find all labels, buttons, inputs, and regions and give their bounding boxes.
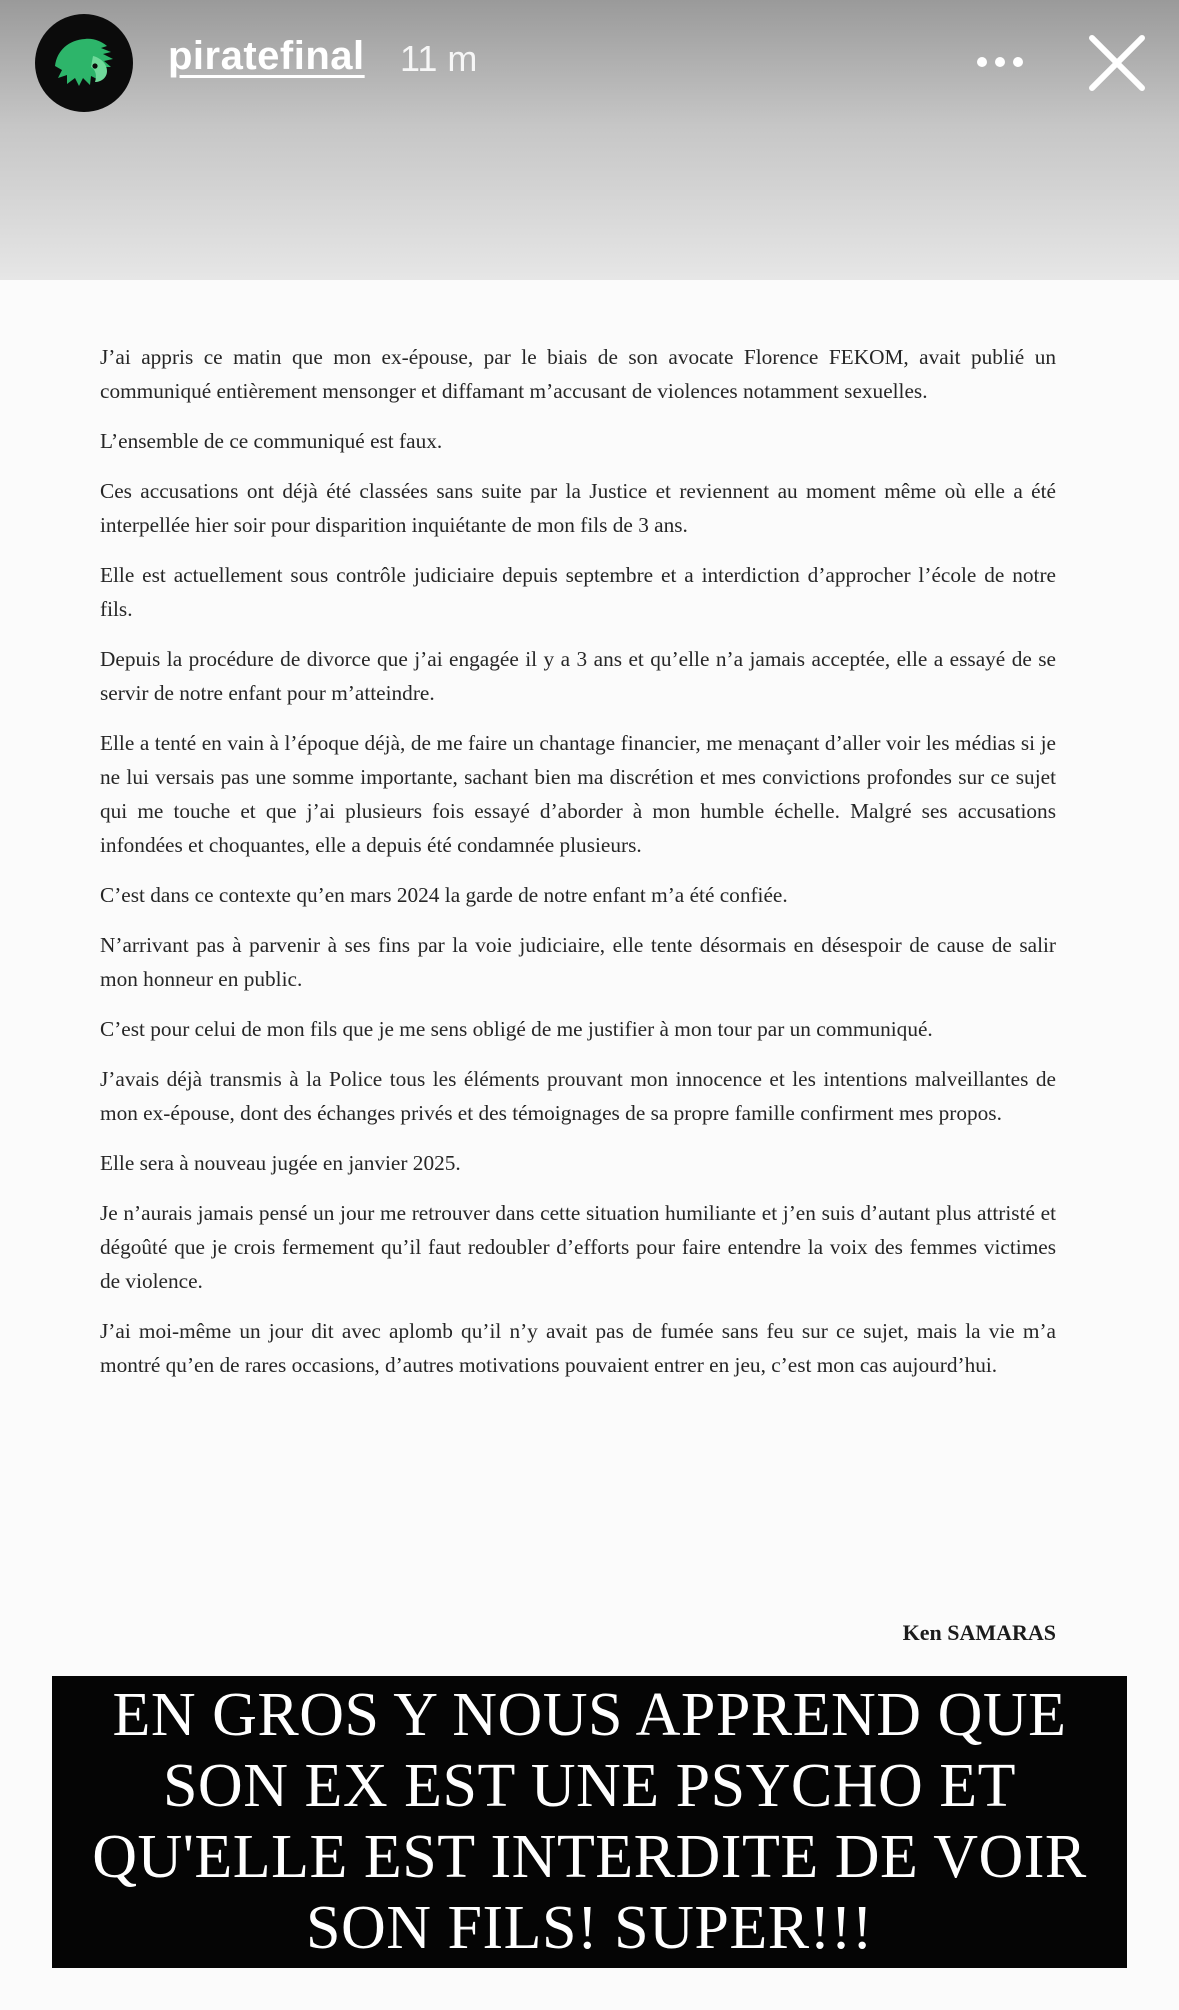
statement-paragraph: Ces accusations ont déjà été classées sans suite par la Justice et reviennent au moment même où elle a été interpellée hier soir pour disparition inquiétante de mon fils de 3 ans.: [100, 479, 1056, 537]
caption-text: EN GROS Y NOUS APPREND QUE SON EX EST UNE PSYCHO ET QU'ELLE EST INTERDITE DE VOIR SON FILS! SUPER!!!: [92, 1681, 1087, 1962]
close-icon: [1082, 28, 1152, 98]
more-dots-icon: [1013, 57, 1023, 67]
statement-paragraph: L’ensemble de ce communiqué est faux.: [100, 429, 443, 453]
statement-paragraph: Je n’aurais jamais pensé un jour me retrouver dans cette situation humiliante et j’en suis d’autant plus attristé et dégoûté que je crois fermement qu’il faut redoubler d’efforts pour faire entendre la voix des femmes victimes de violence.: [100, 1201, 1056, 1293]
statement-paragraph: Elle est actuellement sous contrôle judiciaire depuis septembre et a interdiction d’approcher l’école de notre fils.: [100, 563, 1056, 621]
avatar[interactable]: [35, 14, 133, 112]
statement-paragraph: N’arrivant pas à parvenir à ses fins par la voie judiciaire, elle tente désormais en désespoir de cause de salir mon honneur en public.: [100, 933, 1056, 991]
more-dots-icon: [977, 57, 987, 67]
close-button[interactable]: [1082, 28, 1152, 98]
statement-paragraph: J’avais déjà transmis à la Police tous les éléments prouvant mon innocence et les intentions malveillantes de mon ex-épouse, dont des échanges privés et des témoignages de sa propre famille confirment mes propos.: [100, 1067, 1056, 1125]
signature: Ken SAMARAS: [902, 1620, 1056, 1645]
statement-body: [100, 340, 1056, 1398]
more-dots-icon: [995, 57, 1005, 67]
statement-paragraph: C’est dans ce contexte qu’en mars 2024 la garde de notre enfant m’a été confiée.: [100, 883, 788, 907]
green-lion-head-icon: [35, 14, 133, 112]
more-options-button[interactable]: [965, 40, 1035, 84]
statement-paragraph: Elle a tenté en vain à l’époque déjà, de me faire un chantage financier, me menaçant d’aller voir les médias si je ne lui versais pas une somme importante, sachant bien ma discrétion et mes convictions profondes sur ce sujet qui me touche et que j’ai plusieurs fois essayé d’aborder à mon humble échelle. Malgré ses accusations infondées et choquantes, elle a depuis été condamnée plusieurs.: [100, 731, 1056, 857]
story-header: [0, 0, 1179, 280]
statement-paragraph: Depuis la procédure de divorce que j’ai engagée il y a 3 ans et qu’elle n’a jamais acceptée, elle a essayé de se servir de notre enfant pour m’atteindre.: [100, 647, 1056, 705]
statement-paragraph: J’ai appris ce matin que mon ex-épouse, par le biais de son avocate Florence FEKOM, avait publié un communiqué entièrement mensonger et diffamant m’accusant de violences notamment sexuelles.: [100, 345, 1056, 403]
statement-paragraph: Elle sera à nouveau jugée en janvier 2025.: [100, 1151, 461, 1175]
statement-paragraph: C’est pour celui de mon fils que je me sens obligé de me justifier à mon tour par un communiqué.: [100, 1017, 933, 1041]
statement-paragraph: J’ai moi-même un jour dit avec aplomb qu’il n’y avait pas de fumée sans feu sur ce sujet, mais la vie m’a montré qu’en de rares occasions, d’autres motivations pouvaient entrer en jeu, c’est mon cas aujourd’hui.: [100, 1319, 1056, 1377]
username-link[interactable]: piratefinal: [168, 34, 365, 78]
story-timestamp: 11 m: [400, 38, 478, 79]
story-caption: [52, 1676, 1127, 1968]
